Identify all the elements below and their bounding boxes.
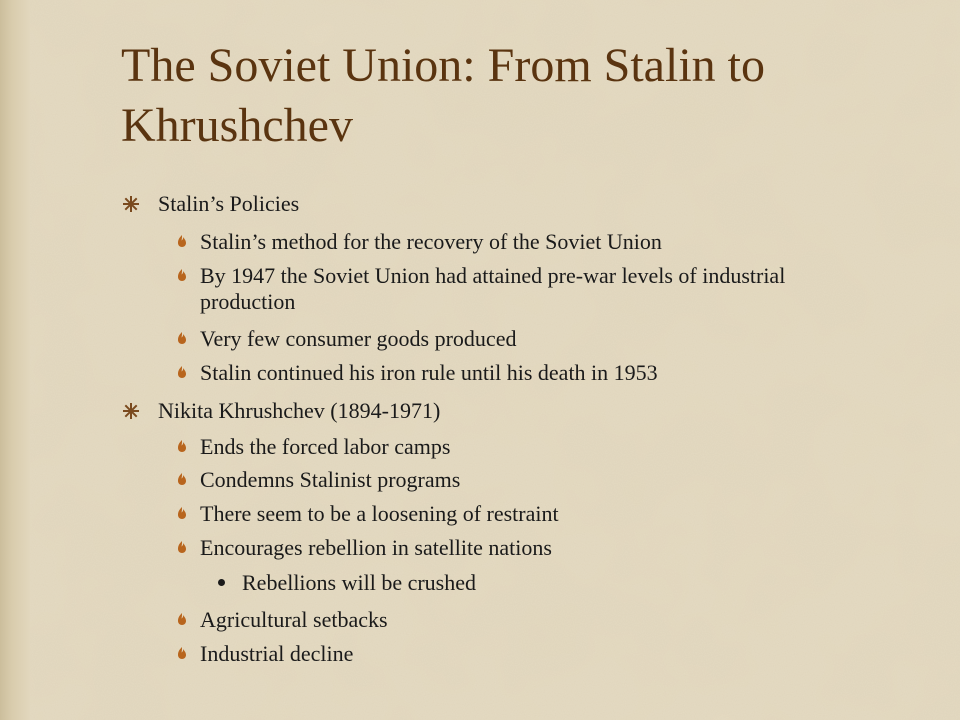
list-item: Encourages rebellion in satellite nations <box>200 535 552 560</box>
list-item: Stalin’s method for the recovery of the Soviet Union <box>200 229 662 254</box>
flame-bullet-icon <box>175 365 189 379</box>
list-item: Industrial decline <box>200 641 354 666</box>
section-heading-stalin: Stalin’s Policies <box>158 191 300 216</box>
flame-bullet-icon <box>175 268 189 282</box>
flame-bullet-icon <box>175 540 189 554</box>
flame-bullet-icon <box>175 331 189 345</box>
slide-title-line-1: The Soviet Union: From Stalin to <box>121 39 765 92</box>
list-item: Ends the forced labor camps <box>200 434 451 459</box>
flame-bullet-icon <box>175 612 189 626</box>
flame-bullet-icon <box>175 439 189 453</box>
asterisk-bullet-icon <box>123 403 139 419</box>
list-item: There seem to be a loosening of restraint <box>200 501 559 526</box>
list-item: Agricultural setbacks <box>200 607 388 632</box>
list-item: By 1947 the Soviet Union had attained pre-war levels of industrial <box>200 263 786 288</box>
list-item: Very few consumer goods produced <box>200 326 517 351</box>
list-item-subpoint: Rebellions will be crushed <box>242 570 477 595</box>
flame-bullet-icon <box>175 506 189 520</box>
list-item: Stalin continued his iron rule until his death in 1953 <box>200 360 658 385</box>
dot-bullet-icon <box>218 579 225 586</box>
asterisk-bullet-icon <box>123 196 139 212</box>
flame-bullet-icon <box>175 472 189 486</box>
section-heading-khrushchev: Nikita Khrushchev (1894-1971) <box>158 398 441 423</box>
flame-bullet-icon <box>175 234 189 248</box>
flame-bullet-icon <box>175 646 189 660</box>
slide-title-line-2: Khrushchev <box>121 99 353 152</box>
list-item-continuation: production <box>200 289 296 314</box>
list-item: Condemns Stalinist programs <box>200 467 461 492</box>
